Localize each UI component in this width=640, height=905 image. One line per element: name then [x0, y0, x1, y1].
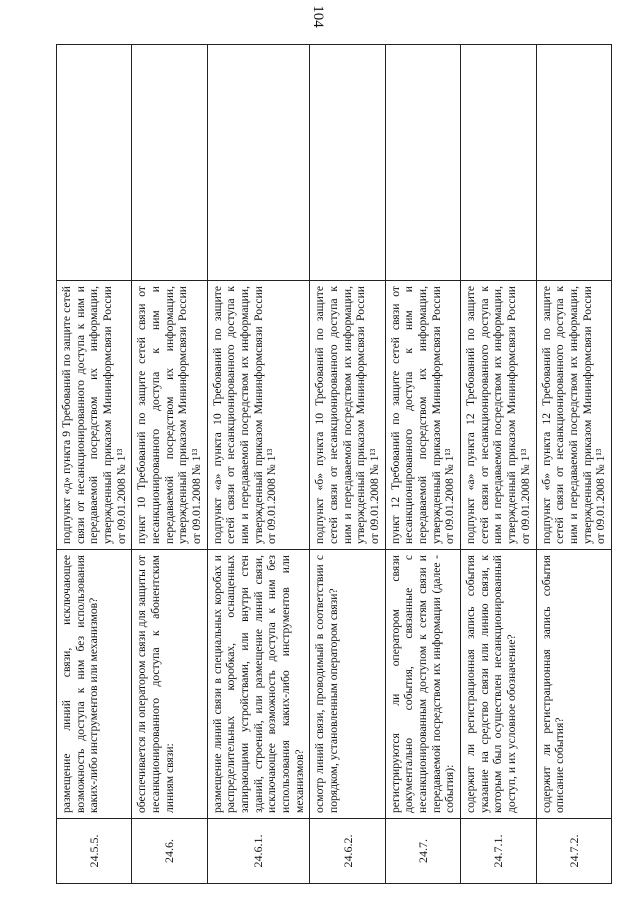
- row-number: 24.6.1.: [207, 819, 310, 884]
- empty-cell: [536, 45, 611, 281]
- reference-cell: подпункт «а» пункта 10 Требований по защите сетей связи от несанкционированного доступа к ним и передаваемой посредством их информации, утвержденный приказом Мининформсвязи России от 09.01.2008 № 1¹³: [207, 281, 310, 550]
- row-number: 24.6.: [132, 819, 207, 884]
- table-row: [461, 45, 536, 884]
- row-number: 24.7.2.: [536, 819, 611, 884]
- empty-cell: [310, 45, 385, 281]
- table-row: [310, 45, 385, 884]
- question-cell: обеспечивается ли оператором связи для защиты от несанкционированного доступа к абонентским линиям связи:: [132, 550, 207, 819]
- empty-cell: [57, 45, 132, 281]
- row-number: 24.7.1.: [461, 819, 536, 884]
- reference-cell: подпункт «д» пункта 9 Требований по защите сетей связи от несанкционированного доступа к ним и передаваемой посредством их информации, утвержденный приказом Мининформсвязи России от 09.01.2008 № 1¹³: [57, 281, 132, 550]
- question-cell: регистрируются ли оператором связи документально события, связанные с несанкционированным доступом к сетям связи и передаваемой посредством их информации (далее - события):: [385, 550, 460, 819]
- question-cell: содержит ли регистрационная запись события указание на средство связи или линию связи, к которым был осуществлен несанкционированный доступ, и их условное обозначение?: [461, 550, 536, 819]
- row-number: 24.6.2.: [310, 819, 385, 884]
- reference-cell: подпункт «б» пункта 12 Требований по защите сетей связи от несанкционированного доступа к ним и передаваемой посредством их информации, утвержденный приказом Мининформсвязи России от 09.01.2008 № 1¹³: [536, 281, 611, 550]
- row-number: 24.5.5.: [57, 819, 132, 884]
- empty-cell: [385, 45, 460, 281]
- empty-cell: [207, 45, 310, 281]
- reference-cell: подпункт «а» пункта 12 Требований по защите сетей связи от несанкционированного доступа к ним и передаваемой посредством их информации, утвержденный приказом Мининформсвязи России от 09.01.2008 № 1¹³: [461, 281, 536, 550]
- reference-cell: пункт 10 Требований по защите сетей связи от несанкционированного доступа к ним и передаваемой посредством их информации, утвержденный приказом Мининформсвязи России от 09.01.2008 № 1¹³: [132, 281, 207, 550]
- table-row: [536, 45, 611, 884]
- empty-cell: [132, 45, 207, 281]
- row-number: 24.7.: [385, 819, 460, 884]
- empty-cell: [461, 45, 536, 281]
- table-row: [207, 45, 310, 884]
- reference-cell: подпункт «б» пункта 10 Требований по защите сетей связи от несанкционированного доступа к ним и передаваемой посредством их информации, утвержденный приказом Мининформсвязи России от 09.01.2008 № 1¹³: [310, 281, 385, 550]
- question-cell: осмотр линий связи, проводимый в соответствии с порядком, установленным оператором связи?: [310, 550, 385, 819]
- checklist-table: [56, 44, 612, 884]
- table-row: [57, 45, 132, 884]
- question-cell: размещение линий связи в специальных коробах и распределительных коробках, оснащенных запирающими устройствами, или внутри стен зданий, строений, или размещение линий связи, исключающее возможность доступа к ним без использования каких-либо инструментов или механизмов?: [207, 550, 310, 819]
- page-number: 104: [309, 5, 326, 28]
- table-row: [385, 45, 460, 884]
- question-cell: размещение линий связи, исключающее возможность доступа к ним без использования каких-либо инструментов или механизмов?: [57, 550, 132, 819]
- table-row: [132, 45, 207, 884]
- reference-cell: пункт 12 Требований по защите сетей связи от несанкционированного доступа к ним и передаваемой посредством их информации, утвержденный приказом Мининформсвязи России от 09.01.2008 № 1¹³: [385, 281, 460, 550]
- question-cell: содержит ли регистрационная запись события описание события?: [536, 550, 611, 819]
- rotated-table-container: [56, 44, 608, 884]
